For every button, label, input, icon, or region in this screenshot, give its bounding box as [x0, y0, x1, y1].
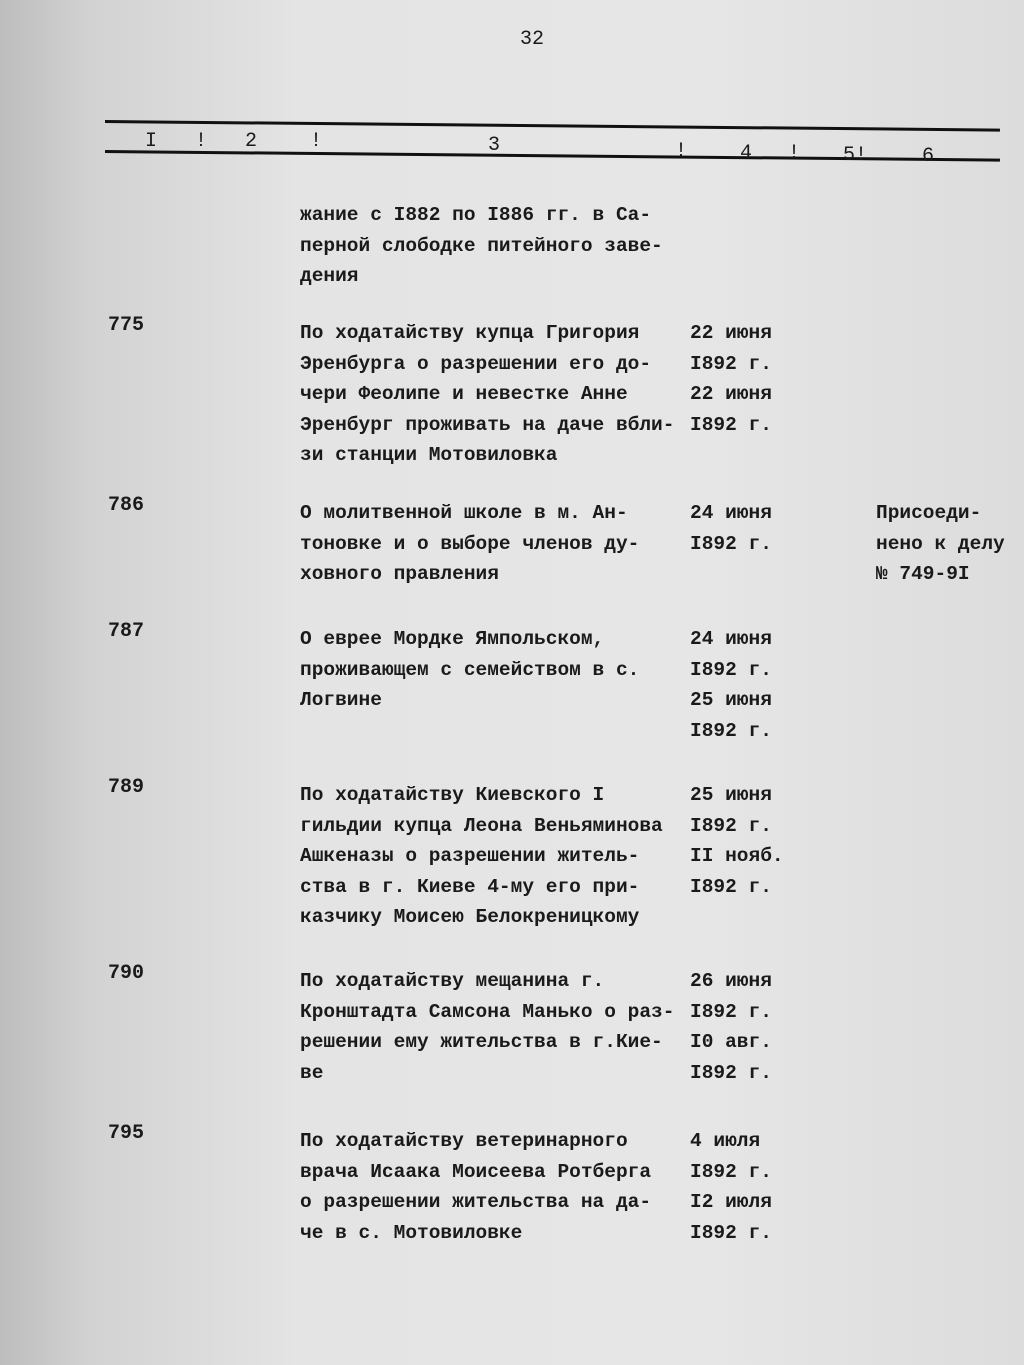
- description-line: казчику Моисею Белокреницкому: [300, 906, 640, 928]
- description-line: ве: [300, 1061, 324, 1084]
- date-line: 25 июня: [690, 689, 772, 711]
- date-line: II нояб.: [690, 845, 784, 867]
- record-number: 795: [108, 1122, 145, 1145]
- record-description: [300, 624, 639, 716]
- description-line: По ходатайству ветеринарного: [300, 1130, 628, 1152]
- description-line: По ходатайству мещанина г.: [300, 970, 605, 992]
- date-line: 24 июня: [690, 502, 772, 524]
- description-line: По ходатайству Киевского I: [300, 784, 605, 806]
- date-line: I892 г.: [690, 413, 772, 436]
- col-header-4: 4: [740, 142, 753, 165]
- date-line: I892 г.: [690, 532, 772, 555]
- record-dates: [690, 1126, 772, 1248]
- col-sep: !: [788, 142, 801, 165]
- date-line: I892 г.: [690, 1000, 772, 1023]
- description-line: Эренбурга о разрешении его до-: [300, 352, 652, 375]
- record-description: [300, 780, 663, 933]
- date-line: 24 июня: [690, 628, 772, 650]
- note-line: № 749-9I: [876, 563, 970, 585]
- record-dates: [690, 966, 772, 1088]
- col-sep: !: [310, 130, 323, 153]
- record-dates: [690, 498, 772, 559]
- record-number: 786: [108, 494, 145, 517]
- description-line: тоновке и о выборе членов ду-: [300, 532, 640, 555]
- description-line: О еврее Мордке Ямпольском,: [300, 628, 605, 650]
- header-top-rule: [105, 120, 1000, 132]
- page-number: 32: [520, 28, 545, 51]
- description-line: Ашкеназы о разрешении житель-: [300, 845, 640, 867]
- description-line: ховного правления: [300, 563, 499, 585]
- record-description: [300, 966, 674, 1088]
- date-line: I892 г.: [690, 814, 772, 837]
- note-line: Присоеди-: [876, 502, 982, 524]
- description-line: О молитвенной школе в м. Ан-: [300, 502, 628, 524]
- record-dates: [690, 780, 784, 902]
- description-line: че в с. Мотовиловке: [300, 1221, 523, 1244]
- record-number: 775: [108, 314, 145, 337]
- description-line: о разрешении жительства на да-: [300, 1191, 652, 1213]
- col-sep: !: [675, 140, 688, 163]
- description-line: врача Исаака Моисеева Ротберга: [300, 1160, 652, 1183]
- record-number: 790: [108, 962, 145, 985]
- description-line: проживающем с семейством в с.: [300, 658, 640, 681]
- record-dates: [690, 318, 772, 440]
- col-header-2: 2: [245, 130, 258, 153]
- date-line: I892 г.: [690, 1160, 772, 1183]
- col-header-5: 5!: [843, 144, 868, 167]
- record-number: 787: [108, 620, 145, 643]
- record-description: [300, 1126, 651, 1248]
- description-line: гильдии купца Леона Веньяминова: [300, 814, 663, 837]
- description-line: жание с I882 по I886 гг. в Са-: [300, 204, 652, 226]
- description-line: решении ему жительства в г.Кие-: [300, 1031, 663, 1053]
- date-line: I0 авг.: [690, 1031, 772, 1053]
- date-line: I892 г.: [690, 1061, 772, 1084]
- date-line: I892 г.: [690, 352, 772, 375]
- date-line: I892 г.: [690, 719, 772, 742]
- date-line: 26 июня: [690, 970, 772, 992]
- description-line: По ходатайству купца Григория: [300, 322, 640, 344]
- description-line: перной слободке питейного заве-: [300, 234, 663, 257]
- record-dates: [690, 624, 772, 746]
- record-number: 789: [108, 776, 145, 799]
- col-sep: !: [195, 130, 208, 153]
- date-line: 22 июня: [690, 322, 772, 344]
- record-note: [876, 498, 1005, 590]
- record-description: [300, 498, 639, 590]
- col-header-3: 3: [488, 134, 501, 157]
- date-line: 22 июня: [690, 383, 772, 405]
- description-line: Кронштадта Самсона Манько о раз-: [300, 1000, 675, 1023]
- col-header-6: 6: [922, 145, 935, 168]
- record-description: [300, 318, 674, 471]
- date-line: 4 июля: [690, 1130, 761, 1152]
- description-line: Логвине: [300, 689, 382, 711]
- date-line: I2 июля: [690, 1191, 772, 1213]
- date-line: I892 г.: [690, 658, 772, 681]
- description-line: дения: [300, 265, 359, 287]
- note-line: нено к делу: [876, 532, 1005, 555]
- description-line: ства в г. Киеве 4-му его при-: [300, 875, 640, 898]
- col-header-1: I: [145, 130, 158, 153]
- date-line: I892 г.: [690, 1221, 772, 1244]
- description-line: зи станции Мотовиловка: [300, 444, 558, 466]
- description-line: чери Феолипе и невестке Анне: [300, 383, 628, 405]
- description-line: Эренбург проживать на даче вбли-: [300, 413, 675, 436]
- date-line: I892 г.: [690, 875, 772, 898]
- record-description: [300, 200, 663, 292]
- date-line: 25 июня: [690, 784, 772, 806]
